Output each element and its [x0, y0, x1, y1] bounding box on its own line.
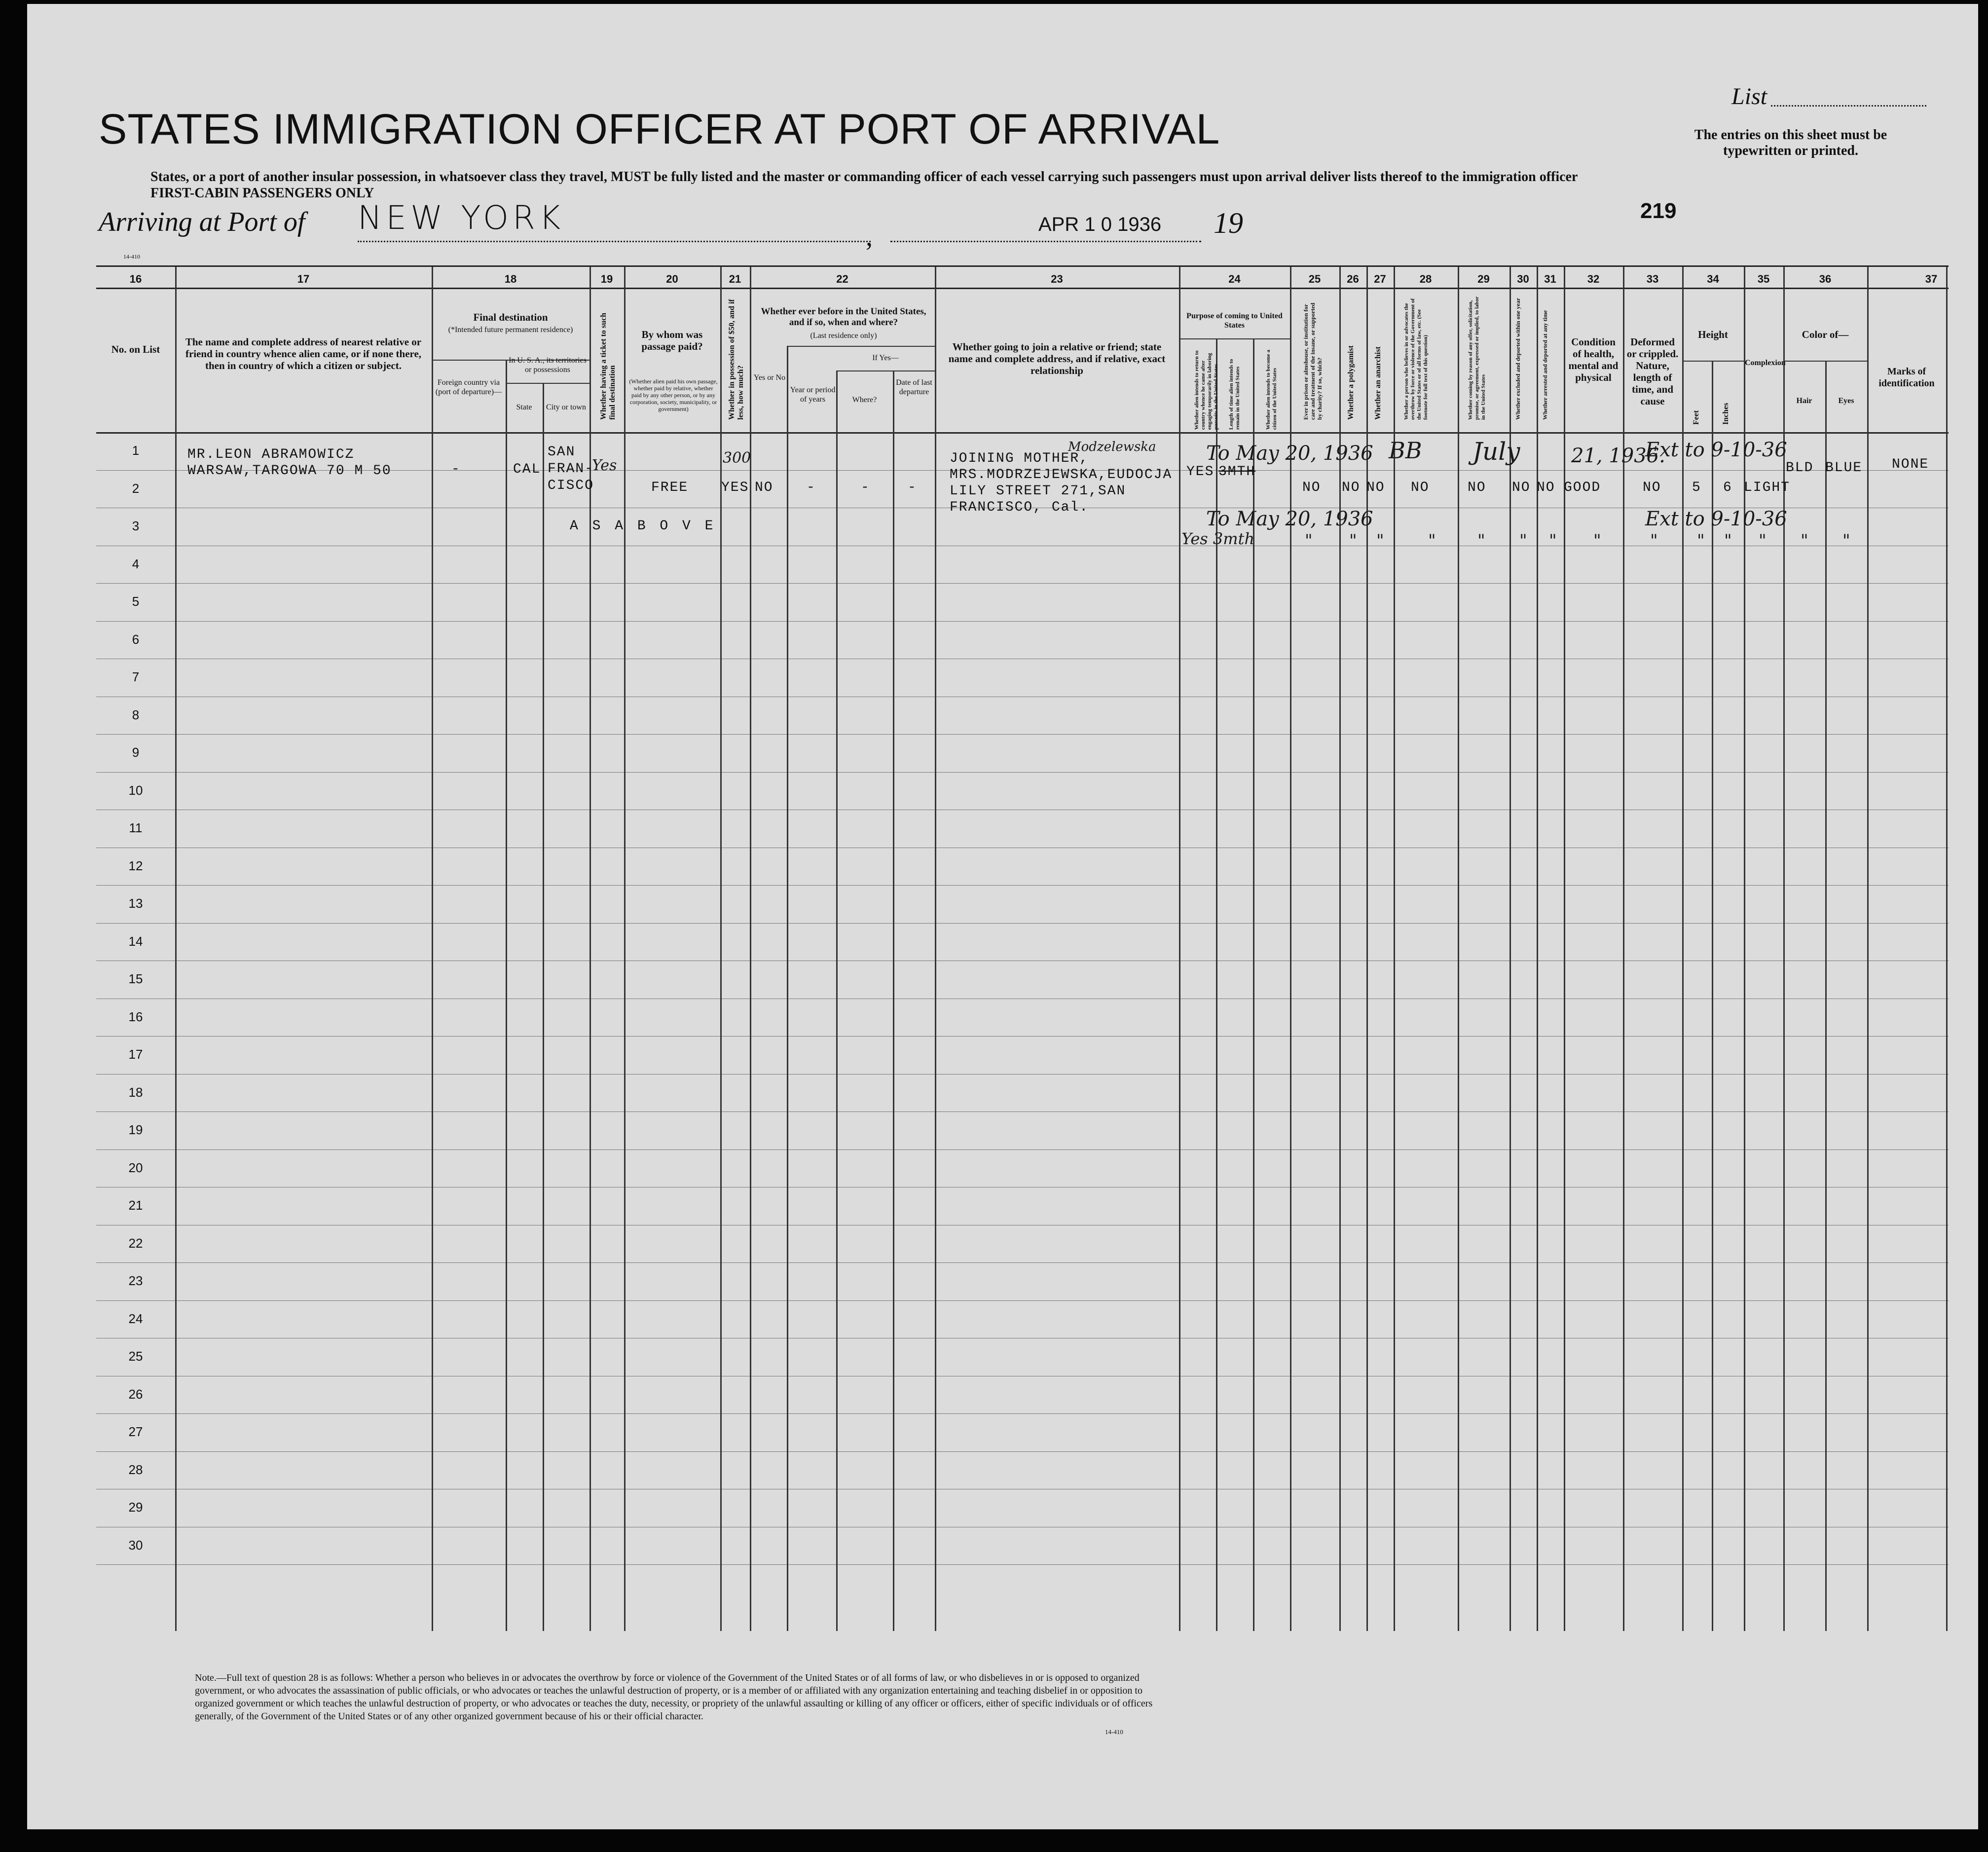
where-value: - [861, 480, 870, 495]
subheader-rule [506, 383, 589, 384]
col-divider [787, 346, 788, 1631]
year-label: 19 [1214, 207, 1243, 239]
ditto-mark: " [1650, 531, 1658, 551]
col-divider [624, 267, 626, 1631]
complexion-value: LIGHT [1744, 480, 1791, 495]
handwritten-date: 21, 1936. [1571, 444, 1665, 467]
col-num-34: 34 [1707, 273, 1719, 285]
list-number-line [1771, 105, 1926, 107]
col-divider [1366, 267, 1368, 1631]
period-value: - [807, 480, 816, 495]
row-number: 7 [132, 669, 140, 684]
row-number: 30 [128, 1537, 143, 1553]
money-value: YES [721, 480, 749, 495]
instruction-line: States, or a port of another insular possession, in whatsoever class they travel, MUST be fully listed and the master or commanding officer of each vessel carrying such passengers must upon arrival deliver lists thereof to the immigration officer [150, 169, 1578, 185]
purpose-return-value: YES [1186, 464, 1215, 480]
manifest-table [96, 265, 1949, 1631]
col-num-20: 20 [666, 273, 678, 285]
col-divider [1744, 267, 1745, 1631]
header-joining: Whether going to join a relative or friend; state name and complete address, and if relative, exact relationship [948, 341, 1166, 376]
col-num-24: 24 [1228, 273, 1241, 285]
header-money: Whether in possession of $50, and if less, how much? [728, 299, 745, 420]
header-excluded: Whether excluded and deported within one year [1514, 297, 1521, 420]
as-above-text: A S A B O V E [570, 519, 716, 534]
header-nearest-relative: The name and complete address of nearest relative or friend in country whence alien came, or if none there, then in country of which a citizen or subject. [185, 336, 422, 371]
row-number: 23 [128, 1273, 143, 1288]
col-num-25: 25 [1308, 273, 1321, 285]
eyes-value: BLUE [1825, 460, 1863, 476]
ditto-mark: " [1697, 531, 1705, 551]
row-number: 15 [128, 971, 143, 986]
col-divider [836, 370, 838, 1631]
purpose-handwritten: To May 20, 1936 [1206, 442, 1373, 465]
ditto-mark: " [1305, 531, 1313, 551]
col-divider [432, 267, 433, 1631]
city-value-3: CISCO [548, 478, 594, 493]
list-label: List [1731, 83, 1767, 110]
col-num-30: 30 [1517, 273, 1529, 285]
polygamist-value: NO [1342, 480, 1361, 495]
foreign-country-value: - [451, 462, 461, 477]
relative-name: MR.LEON ABRAMOWICZ [187, 447, 355, 462]
marks-value: NONE [1892, 457, 1929, 472]
form-code: 14-410 [123, 253, 140, 260]
joining-line-2: MRS.MODRZEJEWSKA,EUDOCJA [950, 467, 1173, 482]
header-yes-no: Yes or No [753, 373, 786, 382]
header-final-destination: Final destination [473, 311, 548, 323]
header-arrested: Whether arrested and deported at any time [1542, 310, 1548, 420]
col-num-32: 32 [1587, 273, 1600, 285]
col-num-21: 21 [729, 273, 741, 285]
row2-extension-note: Ext to 9-10-36 [1645, 508, 1787, 530]
row-number: 24 [128, 1311, 143, 1326]
header-health: Condition of health, mental and physical [1568, 336, 1619, 383]
col-divider [750, 267, 751, 1631]
ditto-mark: " [1759, 531, 1767, 551]
relative-address: WARSAW,TARGOWA 70 M 50 [187, 463, 392, 479]
col-divider [1825, 361, 1827, 1631]
header-if-yes: If Yes— [872, 354, 899, 362]
header-hair: Hair [1796, 397, 1812, 405]
row-number: 18 [128, 1084, 143, 1100]
inches-value: 6 [1723, 480, 1732, 495]
arriving-label: Arriving at Port of [99, 207, 305, 237]
row-number: 27 [128, 1424, 143, 1439]
ditto-mark: " [1593, 531, 1601, 551]
ditto-mark: " [1724, 531, 1732, 551]
ditto-mark: " [1428, 531, 1436, 551]
date-dotted-line [890, 241, 1201, 242]
ditto-mark: " [1801, 531, 1808, 551]
purpose-length-value: 3MTH [1218, 464, 1256, 480]
inspector-initials: BB [1389, 437, 1422, 464]
col-num-31: 31 [1544, 273, 1556, 285]
header-anarchist: Whether an anarchist [1374, 346, 1382, 420]
row-number: 2 [132, 481, 140, 496]
footnote: Note.—Full text of question 28 is as follows: Whether a person who believes in or advocates the overthrow by force or violence of the Government of the United States or of all forms of law, or who disbelieves in or is opposed to organized government, or who advocates the assassination of public officials, or who advocates or teaches the unlawful destruction of property, or is a member of or affiliated with any organization entertaining and teaching disbelief in or opposition to organized government or which teaches the unlawful destruction of property, or who advocates or teaches the duty, necessity, or propriety of the unlawful assaulting or killing of any officer or officers, either of specific individuals or of officers generally, of the Government of the United States or of any other organized government because of his or their official character. [195, 1672, 1153, 1722]
port-value: NEW YORK [358, 199, 565, 237]
col-divider [1179, 267, 1180, 1631]
subheader-rule [1682, 361, 1744, 362]
header-ticket: Whether having a ticket to such final destination [599, 312, 617, 420]
comma: , [866, 222, 873, 252]
col-divider [1623, 267, 1624, 1631]
col-divider [1537, 267, 1538, 1631]
header-no-on-list: No. on List [111, 343, 160, 355]
arrested-value: NO [1537, 480, 1555, 495]
passage-paid-value: FREE [651, 480, 689, 495]
col-num-27: 27 [1374, 273, 1386, 285]
header-city: City or town [546, 403, 586, 411]
col-divider [1458, 267, 1459, 1631]
excluded-value: NO [1512, 480, 1531, 495]
col-num-26: 26 [1347, 273, 1359, 285]
hair-value: BLD [1786, 460, 1814, 476]
col-divider [506, 360, 507, 1631]
col-divider [543, 383, 544, 1631]
row-number: 8 [132, 707, 140, 722]
header-ever-before: Whether ever before in the United States, and if so, when and where? [761, 306, 926, 328]
joining-handwritten: Modzelewska [1068, 440, 1156, 454]
col-divider [720, 267, 722, 1631]
row-number: 4 [132, 556, 140, 571]
header-final-destination-sub: (*Intended future permanent residence) [448, 326, 573, 334]
col-divider [1564, 267, 1565, 1631]
header-overthrow: Whether a person who believes in or advocates the overthrow by force or violence of the Government of the United States or of all forms of law, etc. (See footnote for full text of this question) [1403, 298, 1429, 420]
header-passage-paid: By whom was passage paid? [641, 329, 703, 352]
col-divider [1682, 267, 1684, 1631]
ticket-value: Yes [592, 457, 617, 474]
header-polygamist: Whether a polygamist [1347, 345, 1355, 420]
header-purpose-length: Length of time alien intends to remain in the United States [1228, 359, 1241, 430]
anarchist-value: NO [1366, 480, 1385, 495]
col-num-35: 35 [1757, 273, 1770, 285]
subheader-rule [836, 370, 935, 371]
row-number: 29 [128, 1500, 143, 1515]
col-divider [935, 267, 936, 1631]
col-num-16: 16 [129, 273, 142, 285]
col-divider [1290, 267, 1291, 1631]
ever-before-value: NO [755, 480, 773, 495]
row-number: 6 [132, 631, 140, 647]
header-last-departure: Date of last departure [896, 378, 932, 396]
col-num-18: 18 [504, 273, 517, 285]
header-state: State [516, 403, 532, 411]
row-number: 22 [128, 1235, 143, 1251]
header-last-residence: (Last residence only) [810, 332, 877, 340]
header-height: Height [1698, 329, 1728, 340]
first-cabin-label: FIRST-CABIN PASSENGERS ONLY [150, 185, 374, 201]
port-dotted-line [358, 241, 871, 242]
row-number: 25 [128, 1349, 143, 1364]
col-num-37: 37 [1925, 273, 1938, 285]
row-number: 3 [132, 519, 140, 533]
feet-value: 5 [1692, 480, 1701, 495]
subheader-rule [1783, 361, 1867, 362]
header-purpose: Purpose of coming to United States [1186, 312, 1283, 330]
header-foreign-country: Foreign country via (port of departure)— [435, 378, 502, 396]
row-number: 9 [132, 745, 140, 760]
overthrow-value: NO [1411, 480, 1430, 495]
header-passage-paid-sub: (Whether alien paid his own passage, whether paid by relative, whether paid by any other person, or by any corporation, society, municipality, or government) [629, 378, 718, 412]
city-value-2: FRAN- [548, 461, 594, 477]
header-eyes: Eyes [1838, 397, 1854, 405]
col-divider [1783, 267, 1785, 1631]
row2-yes-handwritten: Yes 3mth [1181, 529, 1255, 548]
state-value: CAL [513, 462, 541, 477]
header-marks: Marks of identification [1878, 366, 1935, 389]
manifest-sheet [27, 4, 1978, 1829]
header-period: Year or period of years [790, 386, 836, 404]
col-divider [1946, 267, 1948, 1631]
col-divider [1339, 267, 1341, 1631]
handwritten-month: July [1473, 437, 1520, 466]
row-number: 21 [128, 1198, 143, 1213]
row-number: 20 [128, 1160, 143, 1175]
departure-value: - [908, 480, 917, 495]
date-stamp: APR 1 0 1936 [1038, 214, 1162, 235]
row-number: 19 [128, 1122, 143, 1137]
row-number: 13 [128, 896, 143, 911]
ditto-mark: " [1549, 531, 1557, 551]
row-number: 10 [128, 782, 143, 798]
joining-line-4: FRANCISCO, Cal. [950, 500, 1089, 515]
joining-line-1: JOINING MOTHER, [950, 451, 1089, 466]
col-num-29: 29 [1477, 273, 1490, 285]
subheader-rule [787, 346, 935, 347]
row-number: 17 [128, 1047, 143, 1062]
col-divider [1509, 267, 1511, 1631]
row-number: 5 [132, 594, 140, 609]
col-num-33: 33 [1646, 273, 1659, 285]
row-number: 14 [128, 933, 143, 949]
row-number: 28 [128, 1462, 143, 1477]
ditto-mark: " [1477, 531, 1485, 551]
header-purpose-citizen: Whether alien intends to become a citizen of the United States [1265, 349, 1278, 430]
health-value: GOOD [1564, 480, 1601, 495]
money-handwritten: 300 [723, 449, 751, 467]
header-color-of: Color of— [1802, 329, 1849, 340]
row-number: 1 [132, 443, 140, 458]
subheader-rule [1179, 338, 1290, 339]
extension-note: Ext to 9-10-36 [1645, 439, 1787, 461]
row-number: 26 [128, 1386, 143, 1402]
header-feet: Feet [1692, 410, 1700, 425]
header-purpose-return: Whether alien intends to return to country whence he came after engaging temporarily in laboring pursuits in the United States [1194, 350, 1219, 430]
header-deformed: Deformed or crippled. Nature, length of time, and cause [1626, 336, 1679, 407]
col-num-19: 19 [600, 273, 613, 285]
col-num-23: 23 [1051, 273, 1063, 285]
ditto-mark: " [1349, 531, 1357, 551]
deformed-value: NO [1643, 480, 1661, 495]
ditto-mark: " [1376, 531, 1384, 551]
row-number: 16 [128, 1009, 143, 1024]
col-num-36: 36 [1819, 273, 1832, 285]
list-number: 219 [1640, 199, 1677, 223]
labor-offer-value: NO [1468, 480, 1486, 495]
row-number: 11 [129, 820, 143, 835]
prison-value: NO [1302, 480, 1321, 495]
city-value-1: SAN [548, 444, 576, 460]
row-number: 12 [128, 858, 143, 873]
col-divider [1394, 267, 1395, 1631]
header-inches: Inches [1722, 403, 1730, 425]
col-divider [893, 370, 894, 1631]
joining-line-3: LILY STREET 271,SAN [950, 483, 1126, 499]
header-labor-offer: Whether coming by reason of any offer, solicitation, promise, or agreement, expressed or implied, to labor in the United States [1468, 296, 1486, 420]
col-num-22: 22 [836, 273, 848, 285]
header-complexion: Complexion [1745, 359, 1786, 367]
header-prison: Ever in prison or almshouse, or institution for care and treatment of the insane, or supported by charity? If so, which? [1302, 302, 1323, 420]
header-in-usa: In U. S. A., its territories or possessions [509, 356, 587, 374]
row2-purpose-handwritten: To May 20, 1936 [1206, 508, 1373, 530]
page-title: STATES IMMIGRATION OFFICER AT PORT OF ARRIVAL [99, 106, 1220, 153]
footer-form-code: 14-410 [1105, 1728, 1123, 1736]
ditto-mark: " [1519, 531, 1527, 551]
col-num-17: 17 [297, 273, 310, 285]
col-num-28: 28 [1419, 273, 1432, 285]
col-divider [1867, 267, 1869, 1631]
entries-note: The entries on this sheet must be typewritten or printed. [1694, 127, 1887, 158]
col-divider [175, 267, 177, 1631]
ditto-mark: " [1842, 531, 1850, 551]
header-where: Where? [852, 396, 877, 404]
col-divider [1712, 361, 1713, 1631]
